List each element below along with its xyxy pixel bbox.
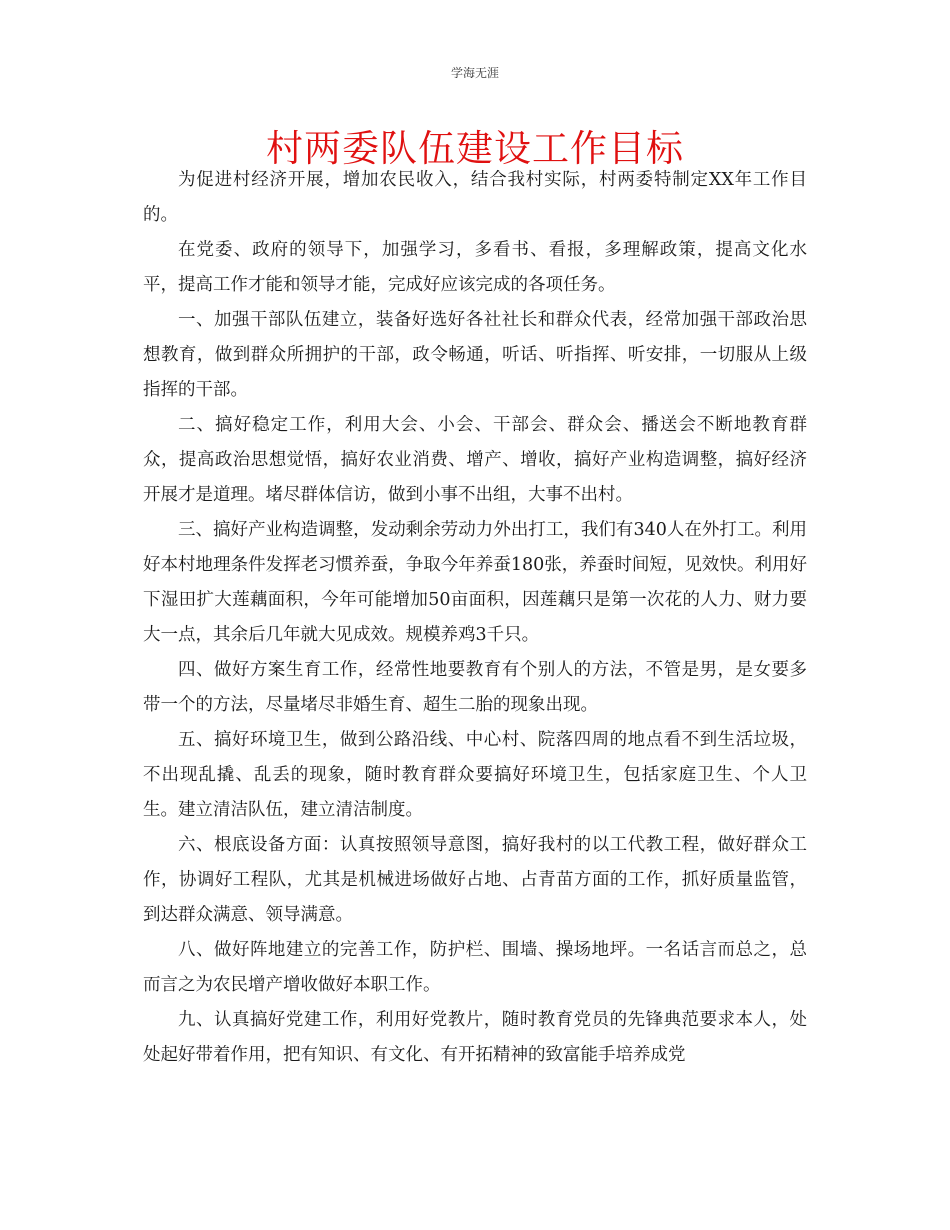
paragraph-item-3: 三、搞好产业构造调整，发动剩余劳动力外出打工，我们有340人在外打工。利用好本村地理条件发挥老习惯养蚕，争取今年养蚕180张，养蚕时间短，见效快。利用好下湿田扩大莲藕面积，今年可能增加50亩面积，因莲藕只是第一次花的人力、财力要大一点，其余后几年就大见成效。规模养鸡3千只。 bbox=[143, 520, 807, 645]
paragraph-intro: 为促进村经济开展，增加农民收入，结合我村实际，村两委特制定XX年工作目的。 bbox=[143, 170, 807, 225]
paragraph-item-5: 五、搞好环境卫生，做到公路沿线、中心村、院落四周的地点看不到生活垃圾，不出现乱撬、乱丢的现象，随时教育群众要搞好环境卫生，包括家庭卫生、个人卫生。建立清洁队伍，建立清洁制度。 bbox=[143, 730, 807, 820]
paragraph-item-2: 二、搞好稳定工作，利用大会、小会、干部会、群众会、播送会不断地教育群众，提高政治思想觉悟，搞好农业消费、增产、增收，搞好产业构造调整，搞好经济开展才是道理。堵尽群体信访，做到小事不出组，大事不出村。 bbox=[143, 415, 807, 505]
document-body bbox=[143, 163, 807, 1073]
paragraph-item-8: 八、做好阵地建立的完善工作，防护栏、围墙、操场地坪。一名话言而总之，总而言之为农民增产增收做好本职工作。 bbox=[143, 940, 807, 995]
paragraph-item-6: 六、根底设备方面：认真按照领导意图，搞好我村的以工代教工程，做好群众工作，协调好工程队，尤其是机械进场做好占地、占青苗方面的工作，抓好质量监管，到达群众满意、领导满意。 bbox=[143, 835, 807, 925]
paragraph-item-4: 四、做好方案生育工作，经常性地要教育有个别人的方法，不管是男，是女要多带一个的方法，尽量堵尽非婚生育、超生二胎的现象出现。 bbox=[143, 660, 807, 715]
page-header: 学海无涯 bbox=[450, 66, 499, 80]
paragraph-leadership: 在党委、政府的领导下，加强学习，多看书、看报，多理解政策，提高文化水平，提高工作才能和领导才能，完成好应该完成的各项任务。 bbox=[143, 240, 807, 295]
document-title: 村两委队伍建设工作目标 bbox=[266, 127, 684, 170]
paragraph-item-1: 一、加强干部队伍建立，装备好选好各社社长和群众代表，经常加强干部政治思想教育，做到群众所拥护的干部，政令畅通，听话、听指挥、听安排，一切服从上级指挥的干部。 bbox=[143, 310, 807, 400]
paragraph-item-9: 九、认真搞好党建工作，利用好党教片，随时教育党员的先锋典范要求本人，处处起好带着作用，把有知识、有文化、有开拓精神的致富能手培养成党 bbox=[143, 1010, 807, 1065]
